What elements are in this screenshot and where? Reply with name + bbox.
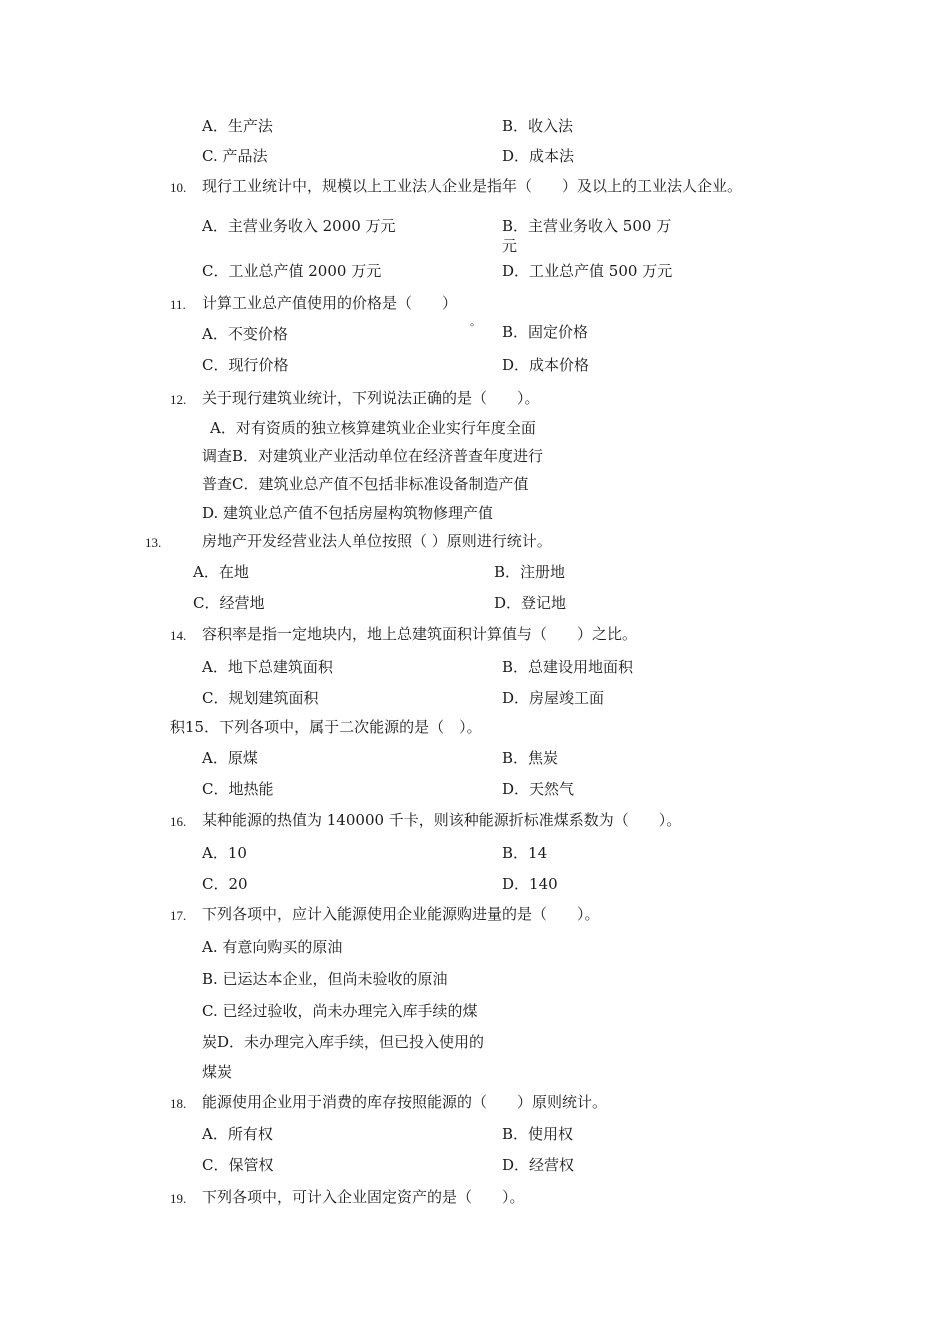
q18-option-a: A．所有权: [202, 1125, 273, 1143]
q12-line-2: 调查B．对建筑业产业活动单位在经济普查年度进行: [202, 447, 544, 465]
q10-option-a: A．主营业务收入 2000 万元: [202, 217, 396, 235]
q15-text: 积15．下列各项中，属于二次能源的是（ ）。: [170, 718, 482, 736]
q16-option-c: C．20: [202, 875, 248, 893]
q11-text: 计算工业总产值使用的价格是（ ）: [202, 294, 458, 312]
q10-option-b: B．主营业务收入 500 万: [502, 217, 672, 235]
q13-option-a: A．在地: [193, 563, 249, 581]
q15-option-b: B．焦炭: [502, 749, 559, 767]
q17-line-5: 煤炭: [202, 1063, 233, 1081]
q17-number: 17.: [170, 908, 187, 923]
q11-option-d: D．成本价格: [502, 356, 590, 374]
q14-option-d: D．房屋竣工面: [502, 689, 605, 707]
q9-option-d: D．成本法: [502, 147, 575, 165]
q18-option-c: C．保管权: [202, 1156, 274, 1174]
q17-line-3: C. 已经过验收，尚未办理完入库手续的煤: [202, 1002, 478, 1020]
q9-option-b: B．收入法: [502, 117, 574, 135]
q13-number: 13.: [145, 535, 162, 550]
q9-option-c: C. 产品法: [202, 147, 268, 165]
q9-option-a: A．生产法: [202, 117, 273, 135]
q12-line-3: 普查C．建筑业总产值不包括非标准设备制造产值: [202, 475, 529, 493]
q11-option-c: C．现行价格: [202, 356, 289, 374]
q13-option-b: B．注册地: [494, 563, 566, 581]
q18-number: 18.: [170, 1096, 187, 1111]
q14-text: 容积率是指一定地块内，地上总建筑面积计算值与（ ）之比。: [202, 625, 638, 643]
q11-option-a: A．不变价格: [202, 325, 288, 343]
q14-number: 14.: [170, 628, 187, 643]
q18-text: 能源使用企业用于消费的库存按照能源的（ ）原则统计。: [202, 1093, 608, 1111]
q15-option-c: C．地热能: [202, 780, 274, 798]
q14-option-c: C．规划建筑面积: [202, 689, 319, 707]
q10-text: 现行工业统计中，规模以上工业法人企业是指年（ ）及以上的工业法人企业。: [202, 177, 743, 195]
q19-text: 下列各项中，可计入企业固定资产的是（ ）。: [202, 1188, 525, 1206]
q14-option-b: B．总建设用地面积: [502, 658, 634, 676]
q17-line-1: A. 有意向购买的原油: [202, 938, 343, 956]
q11-mark: 。: [470, 315, 481, 328]
q16-option-b: B．14: [502, 844, 548, 862]
q15-option-a: A．原煤: [202, 749, 258, 767]
q11-number: 11.: [170, 297, 186, 312]
q16-option-a: A．10: [202, 844, 247, 862]
q14-option-a: A．地下总建筑面积: [202, 658, 333, 676]
q17-text: 下列各项中，应计入能源使用企业能源购进量的是（ ）。: [202, 905, 600, 923]
q17-line-2: B. 已运达本企业，但尚未验收的原油: [202, 970, 448, 988]
q15-option-d: D．天然气: [502, 780, 575, 798]
q10-number: 10.: [170, 180, 187, 195]
q17-line-4: 炭D．未办理完入库手续，但已投入使用的: [202, 1033, 485, 1051]
q13-text: 房地产开发经营业法人单位按照（ ）原则进行统计。: [202, 532, 552, 550]
q16-option-d: D．140: [502, 875, 558, 893]
q18-option-d: D．经营权: [502, 1156, 575, 1174]
q16-number: 16.: [170, 814, 187, 829]
q12-line-4: D. 建筑业总产值不包括房屋构筑物修理产值: [202, 504, 494, 522]
q19-number: 19.: [170, 1191, 187, 1206]
q18-option-b: B．使用权: [502, 1125, 574, 1143]
q12-line-1: A．对有资质的独立核算建筑业企业实行年度全面: [210, 419, 536, 437]
q11-option-b: B．固定价格: [502, 323, 589, 341]
q10-option-d: D．工业总产值 500 万元: [502, 262, 673, 280]
q16-text: 某种能源的热值为 140000 千卡，则该种能源折标准煤系数为（ ）。: [202, 811, 682, 829]
q13-option-d: D．登记地: [494, 594, 567, 612]
q12-number: 12.: [170, 392, 187, 407]
q10-option-c: C．工业总产值 2000 万元: [202, 262, 382, 280]
q12-text: 关于现行建筑业统计，下列说法正确的是（ ）。: [202, 389, 540, 407]
q13-option-c: C．经营地: [193, 594, 265, 612]
q10-option-b-wrap: 元: [502, 237, 518, 255]
